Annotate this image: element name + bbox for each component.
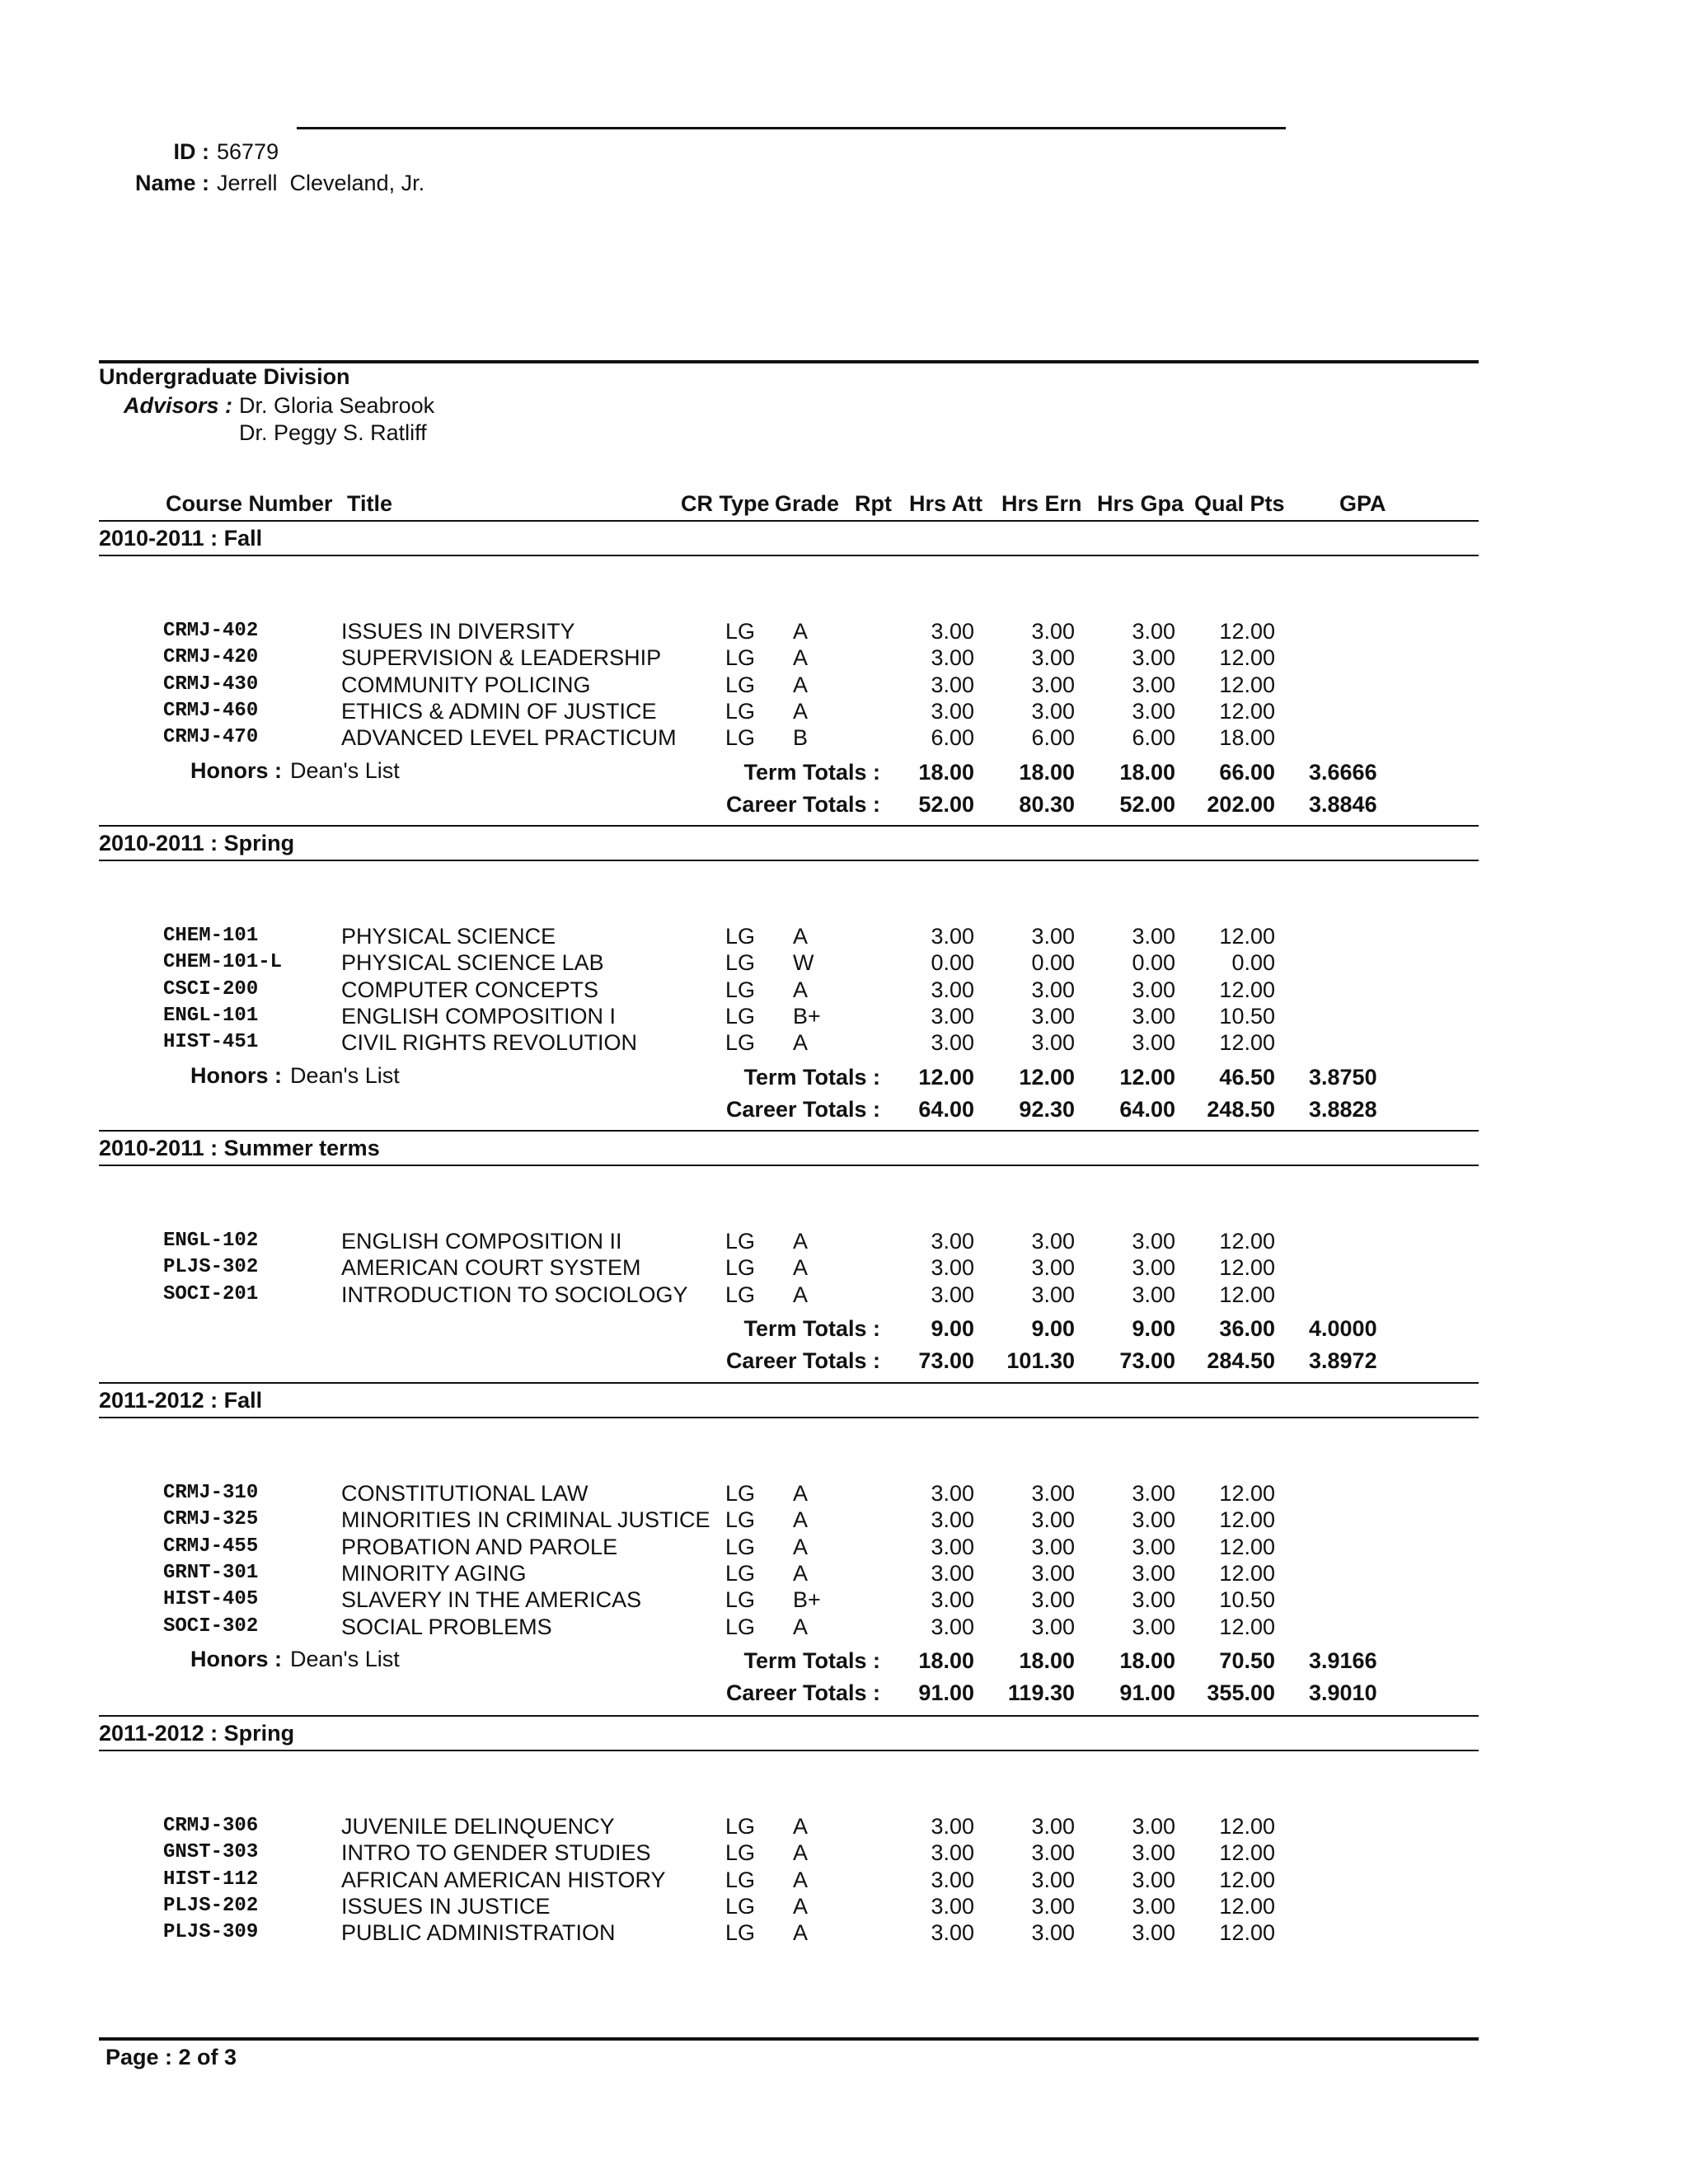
course-number: CSCI-200 <box>163 978 259 1001</box>
hrs-att: 3.00 <box>931 1868 974 1892</box>
term-bottom-rule <box>99 1165 1479 1166</box>
hrs-att: 3.00 <box>931 1561 974 1586</box>
hrs-att: 3.00 <box>931 645 974 670</box>
hrs-att: 3.00 <box>931 1920 974 1945</box>
term-top-rule <box>99 520 1479 522</box>
grade: A <box>793 1030 809 1055</box>
cr-type: LG <box>725 1229 756 1254</box>
qual-pts: 12.00 <box>1219 699 1275 724</box>
term-heading: 2010-2011 : Spring <box>99 831 295 855</box>
advisor-2: Dr. Peggy S. Ratliff <box>239 420 427 445</box>
career-hrs-gpa: 52.00 <box>1119 792 1175 817</box>
career-qual-pts: 355.00 <box>1207 1680 1275 1705</box>
career-totals-label: Career Totals : <box>725 1680 880 1705</box>
col-course-number: Course Number <box>166 491 333 516</box>
hrs-att: 3.00 <box>931 1282 974 1307</box>
term-hrs-ern: 12.00 <box>1019 1065 1075 1090</box>
career-hrs-gpa: 64.00 <box>1119 1097 1175 1122</box>
hrs-ern: 3.00 <box>1031 1814 1075 1839</box>
course-number: CHEM-101-L <box>163 951 283 973</box>
career-hrs-att: 73.00 <box>918 1348 974 1373</box>
term-bottom-rule <box>99 555 1479 556</box>
honors-label: Honors : <box>190 758 282 783</box>
qual-pts: 12.00 <box>1219 1894 1275 1919</box>
course-number: ENGL-101 <box>163 1005 259 1027</box>
course-title: ENGLISH COMPOSITION II <box>341 1229 622 1254</box>
term-bottom-rule <box>99 1417 1479 1418</box>
grade: A <box>793 1282 809 1307</box>
hrs-att: 3.00 <box>931 1030 974 1055</box>
grade: A <box>793 1481 809 1506</box>
cr-type: LG <box>725 950 756 975</box>
term-gpa: 3.6666 <box>1309 760 1377 785</box>
grade: A <box>793 1868 809 1892</box>
cr-type: LG <box>725 924 756 949</box>
grade: W <box>793 950 814 975</box>
career-hrs-gpa: 73.00 <box>1119 1348 1175 1373</box>
hrs-att: 3.00 <box>931 1615 974 1639</box>
course-title: ENGLISH COMPOSITION I <box>341 1004 617 1029</box>
course-number: PLJS-302 <box>163 1256 259 1278</box>
course-number: CRMJ-310 <box>163 1482 259 1504</box>
qual-pts: 12.00 <box>1219 1535 1275 1559</box>
course-number: CRMJ-470 <box>163 726 259 748</box>
hrs-att: 3.00 <box>931 1814 974 1839</box>
id-label: ID : <box>173 139 209 164</box>
honors-value: Dean's List <box>290 758 400 783</box>
term-top-rule <box>99 1130 1479 1132</box>
career-hrs-ern: 80.30 <box>1019 792 1075 817</box>
career-gpa: 3.8972 <box>1309 1348 1377 1373</box>
course-number: CRMJ-455 <box>163 1535 259 1558</box>
course-number: ENGL-102 <box>163 1230 259 1252</box>
course-number: CRMJ-325 <box>163 1508 259 1530</box>
hrs-ern: 3.00 <box>1031 1868 1075 1892</box>
hrs-gpa: 3.00 <box>1132 1481 1175 1506</box>
cr-type: LG <box>725 1868 756 1892</box>
footer-rule <box>99 2037 1479 2041</box>
col-gpa: GPA <box>1339 491 1386 516</box>
course-number: SOCI-201 <box>163 1283 259 1305</box>
page-number: Page : 2 of 3 <box>106 2045 237 2069</box>
qual-pts: 12.00 <box>1219 1030 1275 1055</box>
hrs-att: 3.00 <box>931 1255 974 1280</box>
hrs-gpa: 3.00 <box>1132 924 1175 949</box>
hrs-ern: 3.00 <box>1031 1030 1075 1055</box>
grade: A <box>793 1561 809 1586</box>
career-hrs-ern: 101.30 <box>1006 1348 1075 1373</box>
term-top-rule <box>99 1715 1479 1717</box>
course-title: SLAVERY IN THE AMERICAS <box>341 1587 642 1612</box>
honors-label: Honors : <box>190 1647 282 1671</box>
grade: A <box>793 924 809 949</box>
term-qual-pts: 66.00 <box>1219 760 1275 785</box>
top-rule <box>297 127 1286 129</box>
grade: A <box>793 1615 809 1639</box>
hrs-ern: 3.00 <box>1031 1615 1075 1639</box>
hrs-gpa: 3.00 <box>1132 1868 1175 1892</box>
hrs-gpa: 3.00 <box>1132 1507 1175 1532</box>
qual-pts: 12.00 <box>1219 1615 1275 1639</box>
career-gpa: 3.8846 <box>1309 792 1377 817</box>
career-gpa: 3.9010 <box>1309 1680 1377 1705</box>
course-title: COMPUTER CONCEPTS <box>341 977 599 1002</box>
hrs-gpa: 3.00 <box>1132 1587 1175 1612</box>
cr-type: LG <box>725 673 756 697</box>
course-number: GRNT-301 <box>163 1562 259 1584</box>
hrs-ern: 3.00 <box>1031 1587 1075 1612</box>
hrs-att: 3.00 <box>931 1507 974 1532</box>
hrs-gpa: 3.00 <box>1132 1814 1175 1839</box>
hrs-gpa: 3.00 <box>1132 645 1175 670</box>
hrs-gpa: 3.00 <box>1132 1894 1175 1919</box>
term-hrs-gpa: 9.00 <box>1132 1316 1175 1341</box>
cr-type: LG <box>725 1535 756 1559</box>
course-number: CRMJ-420 <box>163 646 259 668</box>
course-title: MINORITIES IN CRIMINAL JUSTICE <box>341 1507 710 1532</box>
career-qual-pts: 202.00 <box>1207 792 1275 817</box>
name-label: Name : <box>134 171 209 195</box>
course-title: SUPERVISION & LEADERSHIP <box>341 645 662 670</box>
term-hrs-att: 9.00 <box>931 1316 974 1341</box>
course-title: AFRICAN AMERICAN HISTORY <box>341 1868 666 1892</box>
hrs-ern: 3.00 <box>1031 1004 1075 1029</box>
qual-pts: 18.00 <box>1219 725 1275 750</box>
term-gpa: 3.9166 <box>1309 1648 1377 1673</box>
term-totals-label: Term Totals : <box>743 1065 880 1090</box>
grade: A <box>793 1894 809 1919</box>
hrs-ern: 3.00 <box>1031 1507 1075 1532</box>
course-title: CIVIL RIGHTS REVOLUTION <box>341 1030 638 1055</box>
hrs-ern: 3.00 <box>1031 924 1075 949</box>
hrs-gpa: 3.00 <box>1132 1615 1175 1639</box>
term-hrs-att: 18.00 <box>918 1648 974 1673</box>
qual-pts: 12.00 <box>1219 1920 1275 1945</box>
col-hrs-att: Hrs Att <box>909 491 983 516</box>
cr-type: LG <box>725 1920 756 1945</box>
cr-type: LG <box>725 1255 756 1280</box>
division-title: Undergraduate Division <box>99 364 350 389</box>
course-title: AMERICAN COURT SYSTEM <box>341 1255 641 1280</box>
cr-type: LG <box>725 619 756 644</box>
hrs-att: 3.00 <box>931 1894 974 1919</box>
course-title: ADVANCED LEVEL PRACTICUM <box>341 725 677 750</box>
hrs-gpa: 3.00 <box>1132 1255 1175 1280</box>
advisors-label: Advisors : <box>123 393 232 418</box>
cr-type: LG <box>725 725 756 750</box>
hrs-att: 3.00 <box>931 673 974 697</box>
hrs-att: 3.00 <box>931 977 974 1002</box>
cr-type: LG <box>725 1840 756 1865</box>
career-totals-label: Career Totals : <box>725 1348 880 1373</box>
term-bottom-rule <box>99 1750 1479 1751</box>
course-title: COMMUNITY POLICING <box>341 673 591 697</box>
course-number: HIST-112 <box>163 1868 259 1891</box>
course-title: SOCIAL PROBLEMS <box>341 1615 552 1639</box>
col-qual-pts: Qual Pts <box>1194 491 1285 516</box>
career-hrs-att: 64.00 <box>918 1097 974 1122</box>
qual-pts: 10.50 <box>1219 1004 1275 1029</box>
course-title: INTRODUCTION TO SOCIOLOGY <box>341 1282 688 1307</box>
hrs-gpa: 3.00 <box>1132 1840 1175 1865</box>
cr-type: LG <box>725 977 756 1002</box>
hrs-ern: 3.00 <box>1031 673 1075 697</box>
hrs-gpa: 3.00 <box>1132 1920 1175 1945</box>
hrs-gpa: 3.00 <box>1132 1229 1175 1254</box>
course-title: MINORITY AGING <box>341 1561 527 1586</box>
course-title: INTRO TO GENDER STUDIES <box>341 1840 651 1865</box>
grade: A <box>793 1229 809 1254</box>
cr-type: LG <box>725 1030 756 1055</box>
hrs-gpa: 3.00 <box>1132 619 1175 644</box>
qual-pts: 12.00 <box>1219 1229 1275 1254</box>
hrs-ern: 3.00 <box>1031 699 1075 724</box>
career-totals-label: Career Totals : <box>725 1097 880 1122</box>
course-title: PHYSICAL SCIENCE LAB <box>341 950 604 975</box>
term-totals-label: Term Totals : <box>743 1316 880 1341</box>
career-hrs-gpa: 91.00 <box>1119 1680 1175 1705</box>
qual-pts: 12.00 <box>1219 977 1275 1002</box>
hrs-att: 3.00 <box>931 924 974 949</box>
course-title: ETHICS & ADMIN OF JUSTICE <box>341 699 657 724</box>
hrs-att: 3.00 <box>931 1535 974 1559</box>
grade: A <box>793 1840 809 1865</box>
honors-value: Dean's List <box>290 1647 400 1671</box>
term-qual-pts: 36.00 <box>1219 1316 1275 1341</box>
hrs-gpa: 3.00 <box>1132 977 1175 1002</box>
qual-pts: 12.00 <box>1219 924 1275 949</box>
cr-type: LG <box>725 1481 756 1506</box>
hrs-ern: 3.00 <box>1031 1481 1075 1506</box>
name-value: Jerrell Cleveland, Jr. <box>217 171 425 195</box>
term-heading: 2011-2012 : Spring <box>99 1721 295 1746</box>
term-heading: 2011-2012 : Fall <box>99 1388 263 1413</box>
course-title: CONSTITUTIONAL LAW <box>341 1481 588 1506</box>
grade: B+ <box>793 1587 821 1612</box>
term-heading: 2010-2011 : Fall <box>99 526 263 551</box>
hrs-att: 3.00 <box>931 1840 974 1865</box>
term-hrs-gpa: 18.00 <box>1119 1648 1175 1673</box>
grade: B+ <box>793 1004 821 1029</box>
term-hrs-ern: 9.00 <box>1031 1316 1075 1341</box>
hrs-att: 3.00 <box>931 1587 974 1612</box>
grade: A <box>793 1255 809 1280</box>
hrs-gpa: 3.00 <box>1132 673 1175 697</box>
grade: A <box>793 645 809 670</box>
hrs-gpa: 0.00 <box>1132 950 1175 975</box>
hrs-gpa: 3.00 <box>1132 1282 1175 1307</box>
hrs-ern: 3.00 <box>1031 977 1075 1002</box>
hrs-ern: 3.00 <box>1031 1840 1075 1865</box>
hrs-ern: 3.00 <box>1031 619 1075 644</box>
term-gpa: 3.8750 <box>1309 1065 1377 1090</box>
course-number: SOCI-302 <box>163 1615 259 1638</box>
grade: B <box>793 725 809 750</box>
career-totals-label: Career Totals : <box>725 792 880 817</box>
course-number: CRMJ-430 <box>163 673 259 696</box>
grade: A <box>793 1920 809 1945</box>
course-number: CRMJ-402 <box>163 620 259 642</box>
hrs-ern: 3.00 <box>1031 1282 1075 1307</box>
course-title: ISSUES IN DIVERSITY <box>341 619 575 644</box>
hrs-att: 6.00 <box>931 725 974 750</box>
term-hrs-ern: 18.00 <box>1019 1648 1075 1673</box>
cr-type: LG <box>725 1587 756 1612</box>
hrs-gpa: 3.00 <box>1132 1561 1175 1586</box>
hrs-ern: 6.00 <box>1031 725 1075 750</box>
col-rpt: Rpt <box>855 491 892 516</box>
honors-label: Honors : <box>190 1063 282 1088</box>
qual-pts: 0.00 <box>1231 950 1275 975</box>
career-hrs-att: 52.00 <box>918 792 974 817</box>
qual-pts: 12.00 <box>1219 1840 1275 1865</box>
term-gpa: 4.0000 <box>1309 1316 1377 1341</box>
honors-value: Dean's List <box>290 1063 400 1088</box>
qual-pts: 12.00 <box>1219 1814 1275 1839</box>
advisor-1: Dr. Gloria Seabrook <box>239 393 435 418</box>
id-value: 56779 <box>217 139 279 164</box>
cr-type: LG <box>725 1004 756 1029</box>
hrs-ern: 3.00 <box>1031 645 1075 670</box>
hrs-att: 3.00 <box>931 1481 974 1506</box>
hrs-att: 3.00 <box>931 619 974 644</box>
qual-pts: 12.00 <box>1219 1282 1275 1307</box>
col-title: Title <box>347 491 393 516</box>
hrs-ern: 0.00 <box>1031 950 1075 975</box>
hrs-ern: 3.00 <box>1031 1255 1075 1280</box>
hrs-att: 0.00 <box>931 950 974 975</box>
grade: A <box>793 1507 809 1532</box>
course-title: PROBATION AND PAROLE <box>341 1535 618 1559</box>
qual-pts: 12.00 <box>1219 1868 1275 1892</box>
career-qual-pts: 284.50 <box>1207 1348 1275 1373</box>
career-hrs-att: 91.00 <box>918 1680 974 1705</box>
cr-type: LG <box>725 1282 756 1307</box>
hrs-gpa: 3.00 <box>1132 699 1175 724</box>
course-number: CHEM-101 <box>163 925 259 947</box>
col-grade: Grade <box>775 491 840 516</box>
qual-pts: 10.50 <box>1219 1587 1275 1612</box>
col-hrs-ern: Hrs Ern <box>1001 491 1082 516</box>
course-title: ISSUES IN JUSTICE <box>341 1894 551 1919</box>
career-hrs-ern: 92.30 <box>1019 1097 1075 1122</box>
course-number: GNST-303 <box>163 1841 259 1863</box>
course-number: HIST-451 <box>163 1031 259 1053</box>
course-number: PLJS-202 <box>163 1895 259 1917</box>
term-hrs-att: 12.00 <box>918 1065 974 1090</box>
term-qual-pts: 70.50 <box>1219 1648 1275 1673</box>
course-title: PUBLIC ADMINISTRATION <box>341 1920 616 1945</box>
career-gpa: 3.8828 <box>1309 1097 1377 1122</box>
hrs-gpa: 3.00 <box>1132 1030 1175 1055</box>
qual-pts: 12.00 <box>1219 1255 1275 1280</box>
grade: A <box>793 977 809 1002</box>
course-number: CRMJ-460 <box>163 700 259 722</box>
hrs-ern: 3.00 <box>1031 1894 1075 1919</box>
hrs-att: 3.00 <box>931 1004 974 1029</box>
hrs-gpa: 3.00 <box>1132 1004 1175 1029</box>
course-number: HIST-405 <box>163 1588 259 1610</box>
career-hrs-ern: 119.30 <box>1007 1680 1075 1705</box>
grade: A <box>793 1535 809 1559</box>
term-hrs-ern: 18.00 <box>1019 760 1075 785</box>
term-top-rule <box>99 825 1479 827</box>
course-title: JUVENILE DELINQUENCY <box>341 1814 615 1839</box>
hrs-ern: 3.00 <box>1031 1229 1075 1254</box>
course-number: PLJS-309 <box>163 1921 259 1943</box>
term-hrs-gpa: 18.00 <box>1119 760 1175 785</box>
hrs-ern: 3.00 <box>1031 1920 1075 1945</box>
cr-type: LG <box>725 1615 756 1639</box>
term-hrs-gpa: 12.00 <box>1119 1065 1175 1090</box>
cr-type: LG <box>725 1814 756 1839</box>
cr-type: LG <box>725 1894 756 1919</box>
hrs-gpa: 6.00 <box>1132 725 1175 750</box>
hrs-gpa: 3.00 <box>1132 1535 1175 1559</box>
course-title: PHYSICAL SCIENCE <box>341 924 556 949</box>
hrs-ern: 3.00 <box>1031 1535 1075 1559</box>
qual-pts: 12.00 <box>1219 1481 1275 1506</box>
col-hrs-gpa: Hrs Gpa <box>1097 491 1184 516</box>
cr-type: LG <box>725 645 756 670</box>
term-heading: 2010-2011 : Summer terms <box>99 1136 380 1160</box>
qual-pts: 12.00 <box>1219 645 1275 670</box>
career-qual-pts: 248.50 <box>1207 1097 1275 1122</box>
col-cr-type: CR Type <box>681 491 770 516</box>
cr-type: LG <box>725 1561 756 1586</box>
qual-pts: 12.00 <box>1219 1507 1275 1532</box>
qual-pts: 12.00 <box>1219 1561 1275 1586</box>
term-bottom-rule <box>99 860 1479 861</box>
term-hrs-att: 18.00 <box>918 760 974 785</box>
grade: A <box>793 699 809 724</box>
course-number: CRMJ-306 <box>163 1815 259 1837</box>
cr-type: LG <box>725 699 756 724</box>
grade: A <box>793 1814 809 1839</box>
qual-pts: 12.00 <box>1219 673 1275 697</box>
grade: A <box>793 673 809 697</box>
cr-type: LG <box>725 1507 756 1532</box>
term-totals-label: Term Totals : <box>743 1648 880 1673</box>
term-totals-label: Term Totals : <box>743 760 880 785</box>
hrs-ern: 3.00 <box>1031 1561 1075 1586</box>
grade: A <box>793 619 809 644</box>
hrs-att: 3.00 <box>931 699 974 724</box>
hrs-att: 3.00 <box>931 1229 974 1254</box>
qual-pts: 12.00 <box>1219 619 1275 644</box>
term-top-rule <box>99 1382 1479 1384</box>
term-qual-pts: 46.50 <box>1219 1065 1275 1090</box>
